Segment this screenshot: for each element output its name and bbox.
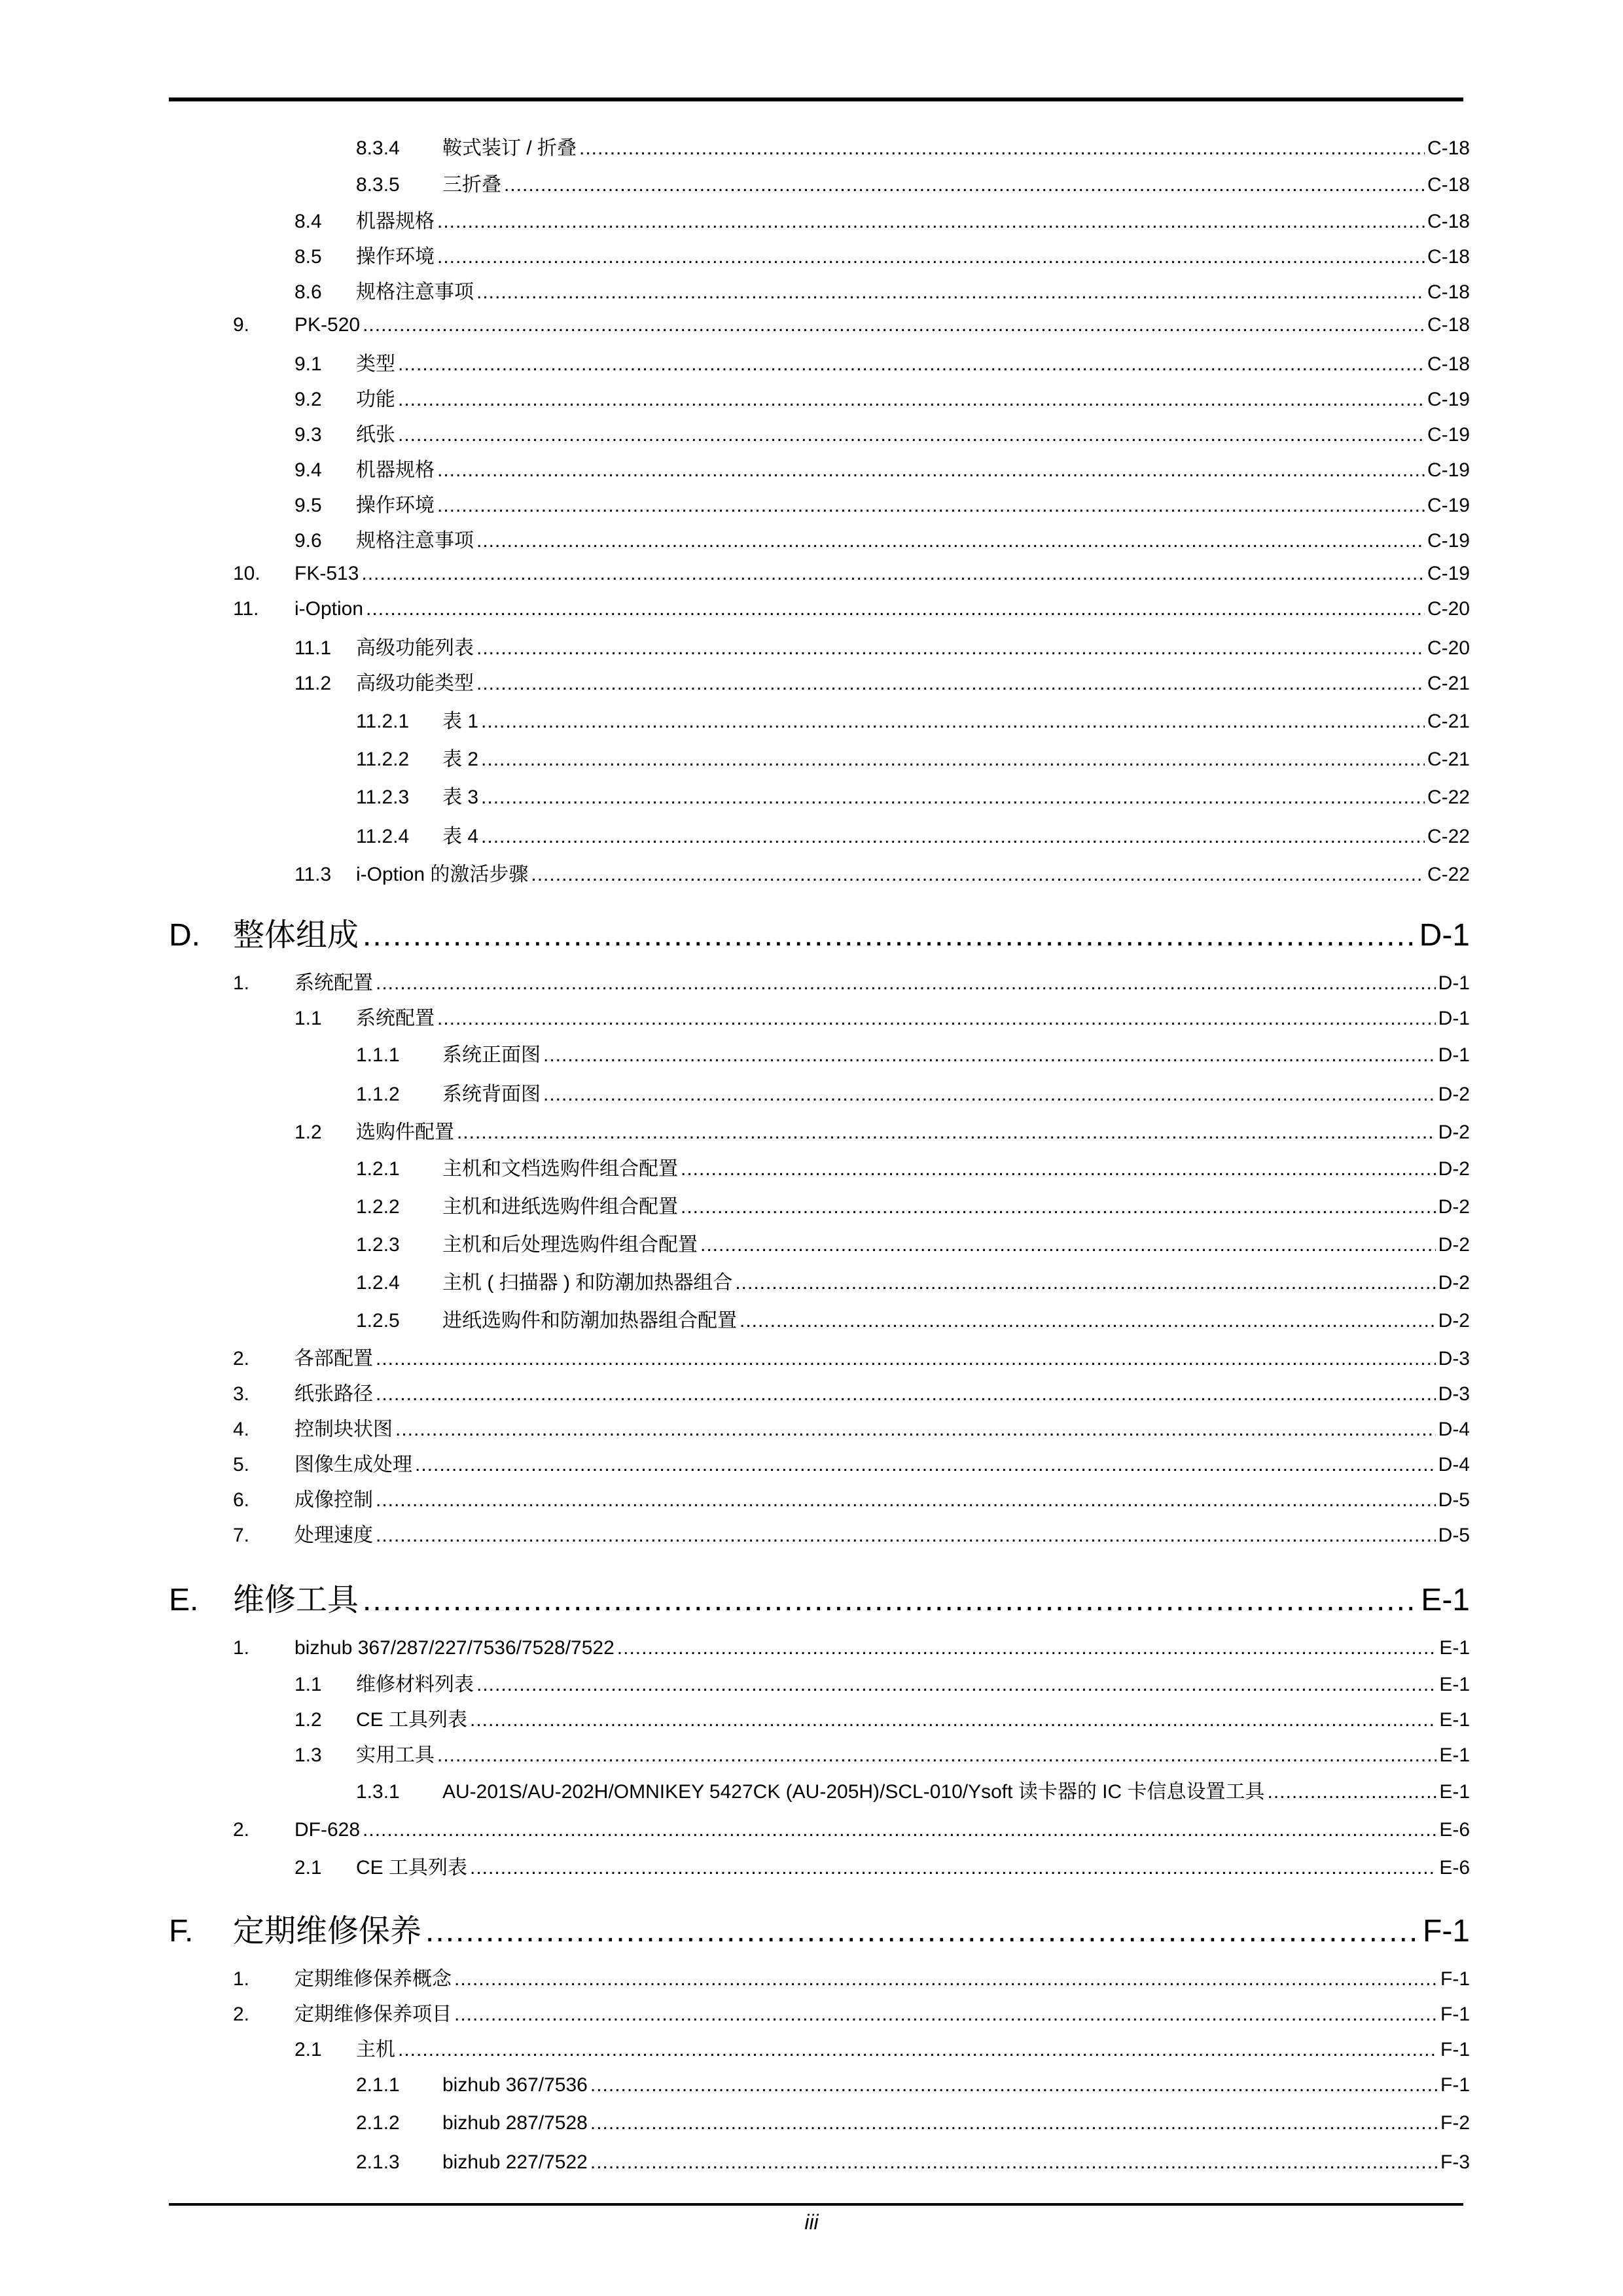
toc-entry-number: 1.1.1 xyxy=(356,1044,400,1066)
toc-entry-page: E-1 xyxy=(1439,1744,1470,1766)
dot-leader xyxy=(700,1235,1436,1255)
toc-entry-page: D-3 xyxy=(1438,1348,1470,1369)
toc-entry-number: 11. xyxy=(233,598,259,620)
toc-entry-page: D-1 xyxy=(1438,1008,1470,1029)
toc-entry-page: F-1 xyxy=(1440,1968,1470,1990)
toc-entry-title: 主机 ( 扫描器 ) 和防潮加热器组合 xyxy=(442,1272,733,1294)
toc-entry-number: 11.2.1 xyxy=(356,711,410,732)
toc-entry[interactable] xyxy=(233,1820,1470,1840)
toc-entry-page: C-18 xyxy=(1427,353,1470,375)
toc-entry-number: 8.3.4 xyxy=(356,137,400,159)
toc-entry-number: 9.4 xyxy=(294,459,322,481)
toc-entry[interactable] xyxy=(233,1349,1470,1369)
dot-leader xyxy=(395,1420,1436,1439)
toc-entry[interactable] xyxy=(233,974,1470,993)
toc-entry-page: D-1 xyxy=(1438,972,1470,994)
toc-entry-number: 1.2.2 xyxy=(356,1196,400,1218)
dot-leader xyxy=(398,355,1425,374)
toc-entry[interactable] xyxy=(294,865,1470,885)
toc-entry-number: 2.1.3 xyxy=(356,2151,400,2173)
dot-leader xyxy=(481,788,1425,807)
toc-entry-page: C-19 xyxy=(1427,530,1470,552)
toc-entry-number: 11.2.2 xyxy=(356,749,410,770)
toc-entry-number: 9.1 xyxy=(294,353,322,375)
toc-entry[interactable] xyxy=(294,496,1470,516)
toc-entry-number: 1.1 xyxy=(294,1674,322,1695)
toc-entry-title: 各部配置 xyxy=(294,1348,373,1369)
dot-leader xyxy=(437,1009,1436,1029)
toc-entry[interactable] xyxy=(356,1273,1470,1293)
toc-entry[interactable] xyxy=(356,1197,1470,1217)
dot-leader xyxy=(398,2040,1438,2060)
toc-entry-number: 3. xyxy=(233,1383,250,1405)
dot-leader xyxy=(454,2005,1438,2024)
toc-entry-page: D-2 xyxy=(1438,1272,1470,1294)
toc-entry-title: 系统背面图 xyxy=(442,1084,541,1105)
toc-entry-title: 实用工具 xyxy=(356,1744,435,1766)
toc-entry[interactable] xyxy=(356,788,1470,807)
toc-entry-title: 系统配置 xyxy=(294,972,373,994)
toc-entry-page: F-1 xyxy=(1440,2074,1470,2096)
toc-entry-title: 定期维修保养概念 xyxy=(294,1968,452,1990)
toc-entry-number: 2.1.2 xyxy=(356,2112,400,2134)
dot-leader xyxy=(437,247,1425,267)
toc-entry-number: 11.2.3 xyxy=(356,786,410,808)
toc-entry-page: C-19 xyxy=(1427,389,1470,410)
footer-rule xyxy=(169,2203,1463,2206)
toc-entry-title: 表 3 xyxy=(442,786,479,808)
toc-entry[interactable] xyxy=(294,1710,1470,1730)
toc-entry[interactable] xyxy=(233,1455,1470,1475)
toc-entry-page: C-18 xyxy=(1427,211,1470,232)
toc-entry-number: 7. xyxy=(233,1525,250,1546)
toc-entry-number: 8.6 xyxy=(294,281,322,303)
dot-leader xyxy=(376,1349,1436,1369)
toc-entry-title: bizhub 367/7536 xyxy=(442,2074,588,2096)
section-page: F-1 xyxy=(1423,1914,1470,1949)
toc-entry-title: 处理速度 xyxy=(294,1525,373,1546)
toc-entry-title: 表 4 xyxy=(442,826,479,847)
dot-leader xyxy=(425,1916,1419,1947)
dot-leader xyxy=(476,1675,1436,1695)
toc-entry[interactable] xyxy=(233,2005,1470,2024)
toc-entry-number: 11.3 xyxy=(294,864,332,885)
toc-entry-title: DF-628 xyxy=(294,1819,361,1841)
toc-entry[interactable] xyxy=(294,1858,1470,1878)
toc-entry-page: C-18 xyxy=(1427,314,1470,336)
toc-entry-title: 定期维修保养项目 xyxy=(294,2004,452,2025)
section-title: 定期维修保养 xyxy=(233,1914,422,1949)
toc-entry-page: E-6 xyxy=(1439,1857,1470,1879)
toc-entry-number: 1.3 xyxy=(294,1744,322,1766)
toc-entry-number: 9.2 xyxy=(294,389,322,410)
dot-leader xyxy=(476,639,1425,658)
toc-entry-page: C-21 xyxy=(1427,673,1470,694)
toc-entry[interactable] xyxy=(294,1123,1470,1142)
toc-entry-title: 类型 xyxy=(356,353,395,375)
toc-entry-page: C-22 xyxy=(1427,826,1470,847)
toc-entry[interactable] xyxy=(233,599,1470,619)
toc-entry-number: 9.3 xyxy=(294,424,322,446)
toc-entry[interactable] xyxy=(233,564,1470,584)
toc-entry-page: D-1 xyxy=(1438,1044,1470,1066)
dot-leader xyxy=(504,175,1425,195)
toc-entry-page: D-2 xyxy=(1438,1310,1470,1332)
toc-entry-title: bizhub 287/7528 xyxy=(442,2112,588,2134)
toc-entry-number: 2. xyxy=(233,1348,250,1369)
toc-entry[interactable] xyxy=(356,1159,1470,1179)
toc-entry[interactable] xyxy=(356,750,1470,769)
toc-entry-title: 主机和进纸选购件组合配置 xyxy=(442,1196,678,1218)
toc-entry-page: C-18 xyxy=(1427,246,1470,268)
toc-entry-title: 功能 xyxy=(356,389,395,410)
section-heading[interactable] xyxy=(169,1585,1470,1616)
dot-leader xyxy=(363,1820,1436,1840)
dot-leader xyxy=(681,1197,1436,1217)
toc-entry-number: 10. xyxy=(233,563,260,584)
toc-entry-title: i-Option xyxy=(294,598,364,620)
dot-leader xyxy=(376,1491,1436,1510)
toc-entry-page: D-4 xyxy=(1438,1419,1470,1440)
toc-entry[interactable] xyxy=(233,1969,1470,1989)
toc-entry-title: 主机和文档选购件组合配置 xyxy=(442,1158,678,1180)
toc-entry[interactable] xyxy=(233,315,1470,335)
dot-leader xyxy=(579,139,1425,158)
toc-entry[interactable] xyxy=(294,283,1470,302)
toc-entry-page: C-19 xyxy=(1427,563,1470,584)
toc-entry[interactable] xyxy=(356,1782,1470,1802)
toc-entry-title: 机器规格 xyxy=(356,211,435,232)
toc-entry-number: 1.2.5 xyxy=(356,1310,400,1332)
toc-entry-title: 操作环境 xyxy=(356,495,435,516)
toc-entry-title: 纸张 xyxy=(356,424,395,446)
section-title: 维修工具 xyxy=(233,1583,359,1617)
section-letter: F. xyxy=(169,1914,194,1949)
dot-leader xyxy=(437,212,1425,232)
toc-entry-title: 系统正面图 xyxy=(442,1044,541,1066)
dot-leader xyxy=(376,1385,1436,1404)
dot-leader xyxy=(454,1969,1438,1989)
dot-leader xyxy=(363,920,1416,951)
toc-entry-page: D-3 xyxy=(1438,1383,1470,1405)
toc-entry[interactable] xyxy=(294,1675,1470,1695)
toc-entry[interactable] xyxy=(233,1491,1470,1510)
toc-entry-number: 11.2 xyxy=(294,673,332,694)
toc-entry[interactable] xyxy=(356,1235,1470,1255)
toc-entry-page: D-2 xyxy=(1438,1158,1470,1180)
toc-entry[interactable] xyxy=(294,355,1470,374)
toc-entry-page: C-19 xyxy=(1427,495,1470,516)
section-letter: E. xyxy=(169,1583,199,1617)
toc-entry[interactable] xyxy=(356,1085,1470,1104)
toc-entry-title: 机器规格 xyxy=(356,459,435,481)
dot-leader xyxy=(470,1858,1436,1878)
toc-entry-page: E-1 xyxy=(1439,1637,1470,1659)
toc-entry[interactable] xyxy=(233,1420,1470,1439)
toc-entry-number: 2. xyxy=(233,1819,250,1841)
toc-entry-page: C-20 xyxy=(1427,598,1470,620)
toc-entry[interactable] xyxy=(294,212,1470,232)
dot-leader xyxy=(437,496,1425,516)
toc-entry-page: D-5 xyxy=(1438,1525,1470,1546)
section-page: E-1 xyxy=(1421,1583,1470,1617)
toc-entry-title: 选购件配置 xyxy=(356,1122,454,1143)
dot-leader xyxy=(398,390,1425,410)
dot-leader xyxy=(617,1638,1437,1658)
dot-leader xyxy=(531,865,1425,885)
dot-leader xyxy=(363,1585,1417,1616)
dot-leader xyxy=(1267,1782,1436,1802)
toc-entry-number: 1.1 xyxy=(294,1008,322,1029)
toc-entry[interactable] xyxy=(356,827,1470,847)
toc-entry[interactable] xyxy=(356,139,1470,158)
toc-entry-page: C-21 xyxy=(1427,711,1470,732)
section-heading[interactable] xyxy=(169,1916,1470,1947)
toc-entry-title: 高级功能类型 xyxy=(356,673,474,694)
toc-entry-page: E-1 xyxy=(1439,1674,1470,1695)
toc-entry-page: C-22 xyxy=(1427,864,1470,885)
toc-entry-title: 纸张路径 xyxy=(294,1383,373,1405)
toc-entry-number: 2.1 xyxy=(294,2039,322,2060)
toc-entry[interactable] xyxy=(294,674,1470,694)
dot-leader xyxy=(476,283,1425,302)
toc-entry-page: D-2 xyxy=(1438,1196,1470,1218)
toc-entry-number: 1.2.1 xyxy=(356,1158,400,1180)
toc-entry-number: 9.5 xyxy=(294,495,322,516)
section-heading[interactable] xyxy=(169,920,1470,951)
toc-entry-number: 1. xyxy=(233,1637,250,1659)
toc-entry-title: i-Option 的激活步骤 xyxy=(356,864,529,885)
dot-leader xyxy=(590,2153,1438,2172)
toc-entry-page: F-1 xyxy=(1440,2004,1470,2025)
toc-entry-title: bizhub 367/287/227/7536/7528/7522 xyxy=(294,1637,615,1659)
toc-entry-page: E-6 xyxy=(1439,1819,1470,1841)
toc-entry-page: C-18 xyxy=(1427,137,1470,159)
toc-entry[interactable] xyxy=(356,712,1470,732)
toc-entry-title: 成像控制 xyxy=(294,1489,373,1511)
toc-entry[interactable] xyxy=(356,175,1470,195)
toc-entry-title: 系统配置 xyxy=(356,1008,435,1029)
toc-entry-page: D-2 xyxy=(1438,1234,1470,1256)
toc-entry-number: 1.1.2 xyxy=(356,1084,400,1105)
toc-entry-number: 2.1.1 xyxy=(356,2074,400,2096)
toc-entry-title: FK-513 xyxy=(294,563,359,584)
toc-entry-page: D-5 xyxy=(1438,1489,1470,1511)
toc-entry-title: 表 2 xyxy=(442,749,479,770)
toc-entry-number: 2. xyxy=(233,2004,250,2025)
dot-leader xyxy=(740,1311,1436,1331)
dot-leader xyxy=(590,2113,1438,2133)
toc-entry-title: 主机 xyxy=(356,2039,395,2060)
toc-entry-page: E-1 xyxy=(1439,1781,1470,1803)
toc-entry-number: 1.2.3 xyxy=(356,1234,400,1256)
dot-leader xyxy=(470,1710,1436,1730)
dot-leader xyxy=(398,425,1425,445)
toc-entry-number: 11.2.4 xyxy=(356,826,410,847)
toc-entry-title: 图像生成处理 xyxy=(294,1454,412,1475)
toc-entry-number: 1. xyxy=(233,1968,250,1990)
page-number: iii xyxy=(804,2210,819,2234)
section-letter: D. xyxy=(169,918,200,953)
toc-entry-title: 鞍式装订 / 折叠 xyxy=(442,137,577,159)
dot-leader xyxy=(437,1746,1436,1765)
dot-leader xyxy=(481,712,1425,732)
toc-entry[interactable] xyxy=(294,461,1470,480)
toc-entry-page: C-20 xyxy=(1427,637,1470,659)
toc-entry-number: 1.3.1 xyxy=(356,1781,400,1803)
toc-entry-title: 三折叠 xyxy=(442,174,501,196)
toc-entry-number: 8.3.5 xyxy=(356,174,400,196)
toc-entry-title: CE 工具列表 xyxy=(356,1709,468,1731)
toc-entry-page: F-1 xyxy=(1440,2039,1470,2060)
dot-leader xyxy=(543,1046,1436,1065)
toc-entry-title: bizhub 227/7522 xyxy=(442,2151,588,2173)
dot-leader xyxy=(543,1085,1436,1104)
toc-entry-page: E-1 xyxy=(1439,1709,1470,1731)
toc-entry[interactable] xyxy=(356,1046,1470,1065)
dot-leader xyxy=(376,974,1436,993)
dot-leader xyxy=(361,564,1425,584)
toc-entry-title: 规格注意事项 xyxy=(356,530,474,552)
toc-entry-title: 进纸选购件和防潮加热器组合配置 xyxy=(442,1310,737,1332)
toc-entry[interactable] xyxy=(294,639,1470,658)
section-title: 整体组成 xyxy=(233,918,359,953)
toc-entry[interactable] xyxy=(294,531,1470,551)
dot-leader xyxy=(476,674,1425,694)
toc-entry-page: C-19 xyxy=(1427,424,1470,446)
dot-leader xyxy=(590,2075,1438,2095)
toc-entry[interactable] xyxy=(294,1009,1470,1029)
toc-entry-title: 维修材料列表 xyxy=(356,1674,474,1695)
toc-entry[interactable] xyxy=(233,1385,1470,1404)
toc-entry-number: 8.5 xyxy=(294,246,322,268)
toc-entry-title: 控制块状图 xyxy=(294,1419,393,1440)
toc-entry[interactable] xyxy=(356,2113,1470,2133)
toc-entry-number: 5. xyxy=(233,1454,250,1475)
toc-entry[interactable] xyxy=(356,2153,1470,2172)
toc-entry-number: 1. xyxy=(233,972,250,994)
toc-entry-number: 2.1 xyxy=(294,1857,322,1879)
toc-entry-page: F-3 xyxy=(1440,2151,1470,2173)
toc-entry-number: 8.4 xyxy=(294,211,322,232)
toc-entry-title: 操作环境 xyxy=(356,246,435,268)
dot-leader xyxy=(376,1526,1436,1545)
toc-entry-page: C-18 xyxy=(1427,281,1470,303)
dot-leader xyxy=(366,599,1425,619)
dot-leader xyxy=(457,1123,1436,1142)
toc-entry-title: 规格注意事项 xyxy=(356,281,474,303)
dot-leader xyxy=(481,750,1425,769)
toc-entry-title: 高级功能列表 xyxy=(356,637,474,659)
toc-entry[interactable] xyxy=(294,390,1470,410)
dot-leader xyxy=(735,1273,1435,1293)
dot-leader xyxy=(363,315,1425,335)
toc-entry-page: C-19 xyxy=(1427,459,1470,481)
toc-entry[interactable] xyxy=(294,247,1470,267)
toc-entry[interactable] xyxy=(356,1311,1470,1331)
dot-leader xyxy=(415,1455,1436,1475)
dot-leader xyxy=(476,531,1425,551)
toc-entry-page: C-21 xyxy=(1427,749,1470,770)
toc-entry-number: 1.2 xyxy=(294,1122,322,1143)
toc-entry-page: C-18 xyxy=(1427,174,1470,196)
toc-entry-title: 表 1 xyxy=(442,711,479,732)
toc-entry-number: 1.2 xyxy=(294,1709,322,1731)
toc-entry-page: D-4 xyxy=(1438,1454,1470,1475)
toc-entry[interactable] xyxy=(356,2075,1470,2095)
dot-leader xyxy=(437,461,1425,480)
toc-entry[interactable] xyxy=(233,1526,1470,1545)
section-page: D-1 xyxy=(1419,918,1470,953)
toc-entry-number: 1.2.4 xyxy=(356,1272,400,1294)
toc-entry-page: F-2 xyxy=(1440,2112,1470,2134)
toc-entry[interactable] xyxy=(294,425,1470,445)
toc-entry-number: 6. xyxy=(233,1489,250,1511)
toc-entry-title: 主机和后处理选购件组合配置 xyxy=(442,1234,698,1256)
toc-entry-page: D-2 xyxy=(1438,1122,1470,1143)
toc-entry-page: D-2 xyxy=(1438,1084,1470,1105)
toc-entry-page: C-22 xyxy=(1427,786,1470,808)
dot-leader xyxy=(681,1159,1436,1179)
toc-entry-number: 9. xyxy=(233,314,250,336)
toc-entry[interactable] xyxy=(233,1638,1470,1658)
header-rule xyxy=(169,97,1463,101)
toc-entry-title: CE 工具列表 xyxy=(356,1857,468,1879)
toc-entry-title: PK-520 xyxy=(294,314,361,336)
toc-entry-title: AU-201S/AU-202H/OMNIKEY 5427CK (AU-205H)/SCL-010/Ysoft 读卡器的 IC 卡信息设置工具 xyxy=(442,1781,1265,1803)
toc-entry-number: 9.6 xyxy=(294,530,322,552)
toc-entry[interactable] xyxy=(294,2040,1470,2060)
toc-entry[interactable] xyxy=(294,1746,1470,1765)
toc-entry-number: 4. xyxy=(233,1419,250,1440)
dot-leader xyxy=(481,827,1425,847)
toc-entry-number: 11.1 xyxy=(294,637,332,659)
